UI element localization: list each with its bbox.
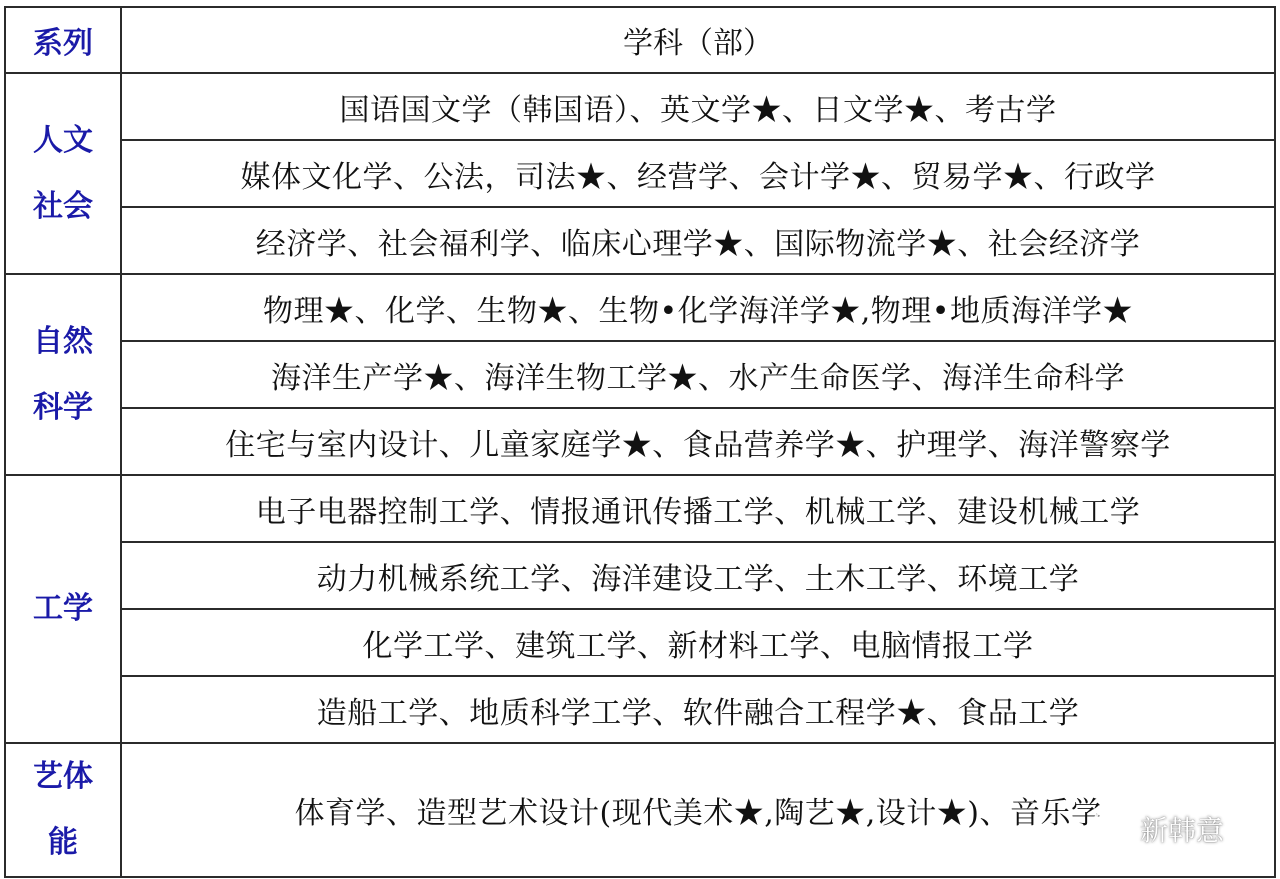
- category-humanities-social: [5, 73, 121, 274]
- category-line: 社会: [33, 188, 93, 224]
- category-line: 能: [48, 825, 78, 860]
- subject-row: 体育学、造型艺术设计(现代美术★,陶艺★,设计★)、音乐学: [121, 743, 1275, 877]
- subject-row: 住宅与室内设计、儿童家庭学★、食品营养学★、护理学、海洋警察学: [121, 408, 1275, 475]
- subject-row: 动力机械系统工学、海洋建设工学、土木工学、环境工学: [121, 542, 1275, 609]
- subject-row: 物理★、化学、生物★、生物•化学海洋学★,物理•地质海洋学★: [121, 274, 1275, 341]
- table-row: [5, 676, 1275, 743]
- table-row: [5, 207, 1275, 274]
- table-row: [5, 408, 1275, 475]
- category-line: 人文: [33, 122, 93, 158]
- subject-row: 海洋生产学★、海洋生物工学★、水产生命医学、海洋生命科学: [121, 341, 1275, 408]
- category-arts-sports: [5, 743, 121, 877]
- header-row: [5, 7, 1275, 73]
- table-row: [5, 475, 1275, 542]
- subject-row: 国语国文学（韩国语）、英文学★、日文学★、考古学: [121, 73, 1275, 140]
- category-natural-science: [5, 274, 121, 475]
- category-line: 自然: [33, 323, 93, 359]
- table-row: [5, 743, 1275, 877]
- subject-row: 电子电器控制工学、情报通讯传播工学、机械工学、建设机械工学: [121, 475, 1275, 542]
- major-table: [4, 6, 1276, 878]
- subject-row: 化学工学、建筑工学、新材料工学、电脑情报工学: [121, 609, 1275, 676]
- watermark: [1092, 808, 1224, 849]
- subject-row: 经济学、社会福利学、临床心理学★、国际物流学★、社会经济学: [121, 207, 1275, 274]
- category-line: 科学: [33, 389, 93, 425]
- subject-header: 学科（部）: [121, 7, 1275, 73]
- watermark-text: 新韩意: [1140, 813, 1225, 847]
- table-row: [5, 73, 1275, 140]
- table-row: [5, 274, 1275, 341]
- table-row: [5, 341, 1275, 408]
- category-engineering: [5, 475, 121, 743]
- table-row: [5, 140, 1275, 207]
- category-header: 系列: [5, 7, 121, 73]
- subject-row: 媒体文化学、公法，司法★、经营学、会计学★、贸易学★、行政学: [121, 140, 1275, 207]
- table-row: [5, 542, 1275, 609]
- category-line: 工学: [33, 591, 93, 626]
- table-row: [5, 609, 1275, 676]
- subject-row: 造船工学、地质科学工学、软件融合工程学★、食品工学: [121, 676, 1275, 743]
- wechat-icon: [1092, 808, 1136, 849]
- category-line: 艺体: [33, 759, 93, 794]
